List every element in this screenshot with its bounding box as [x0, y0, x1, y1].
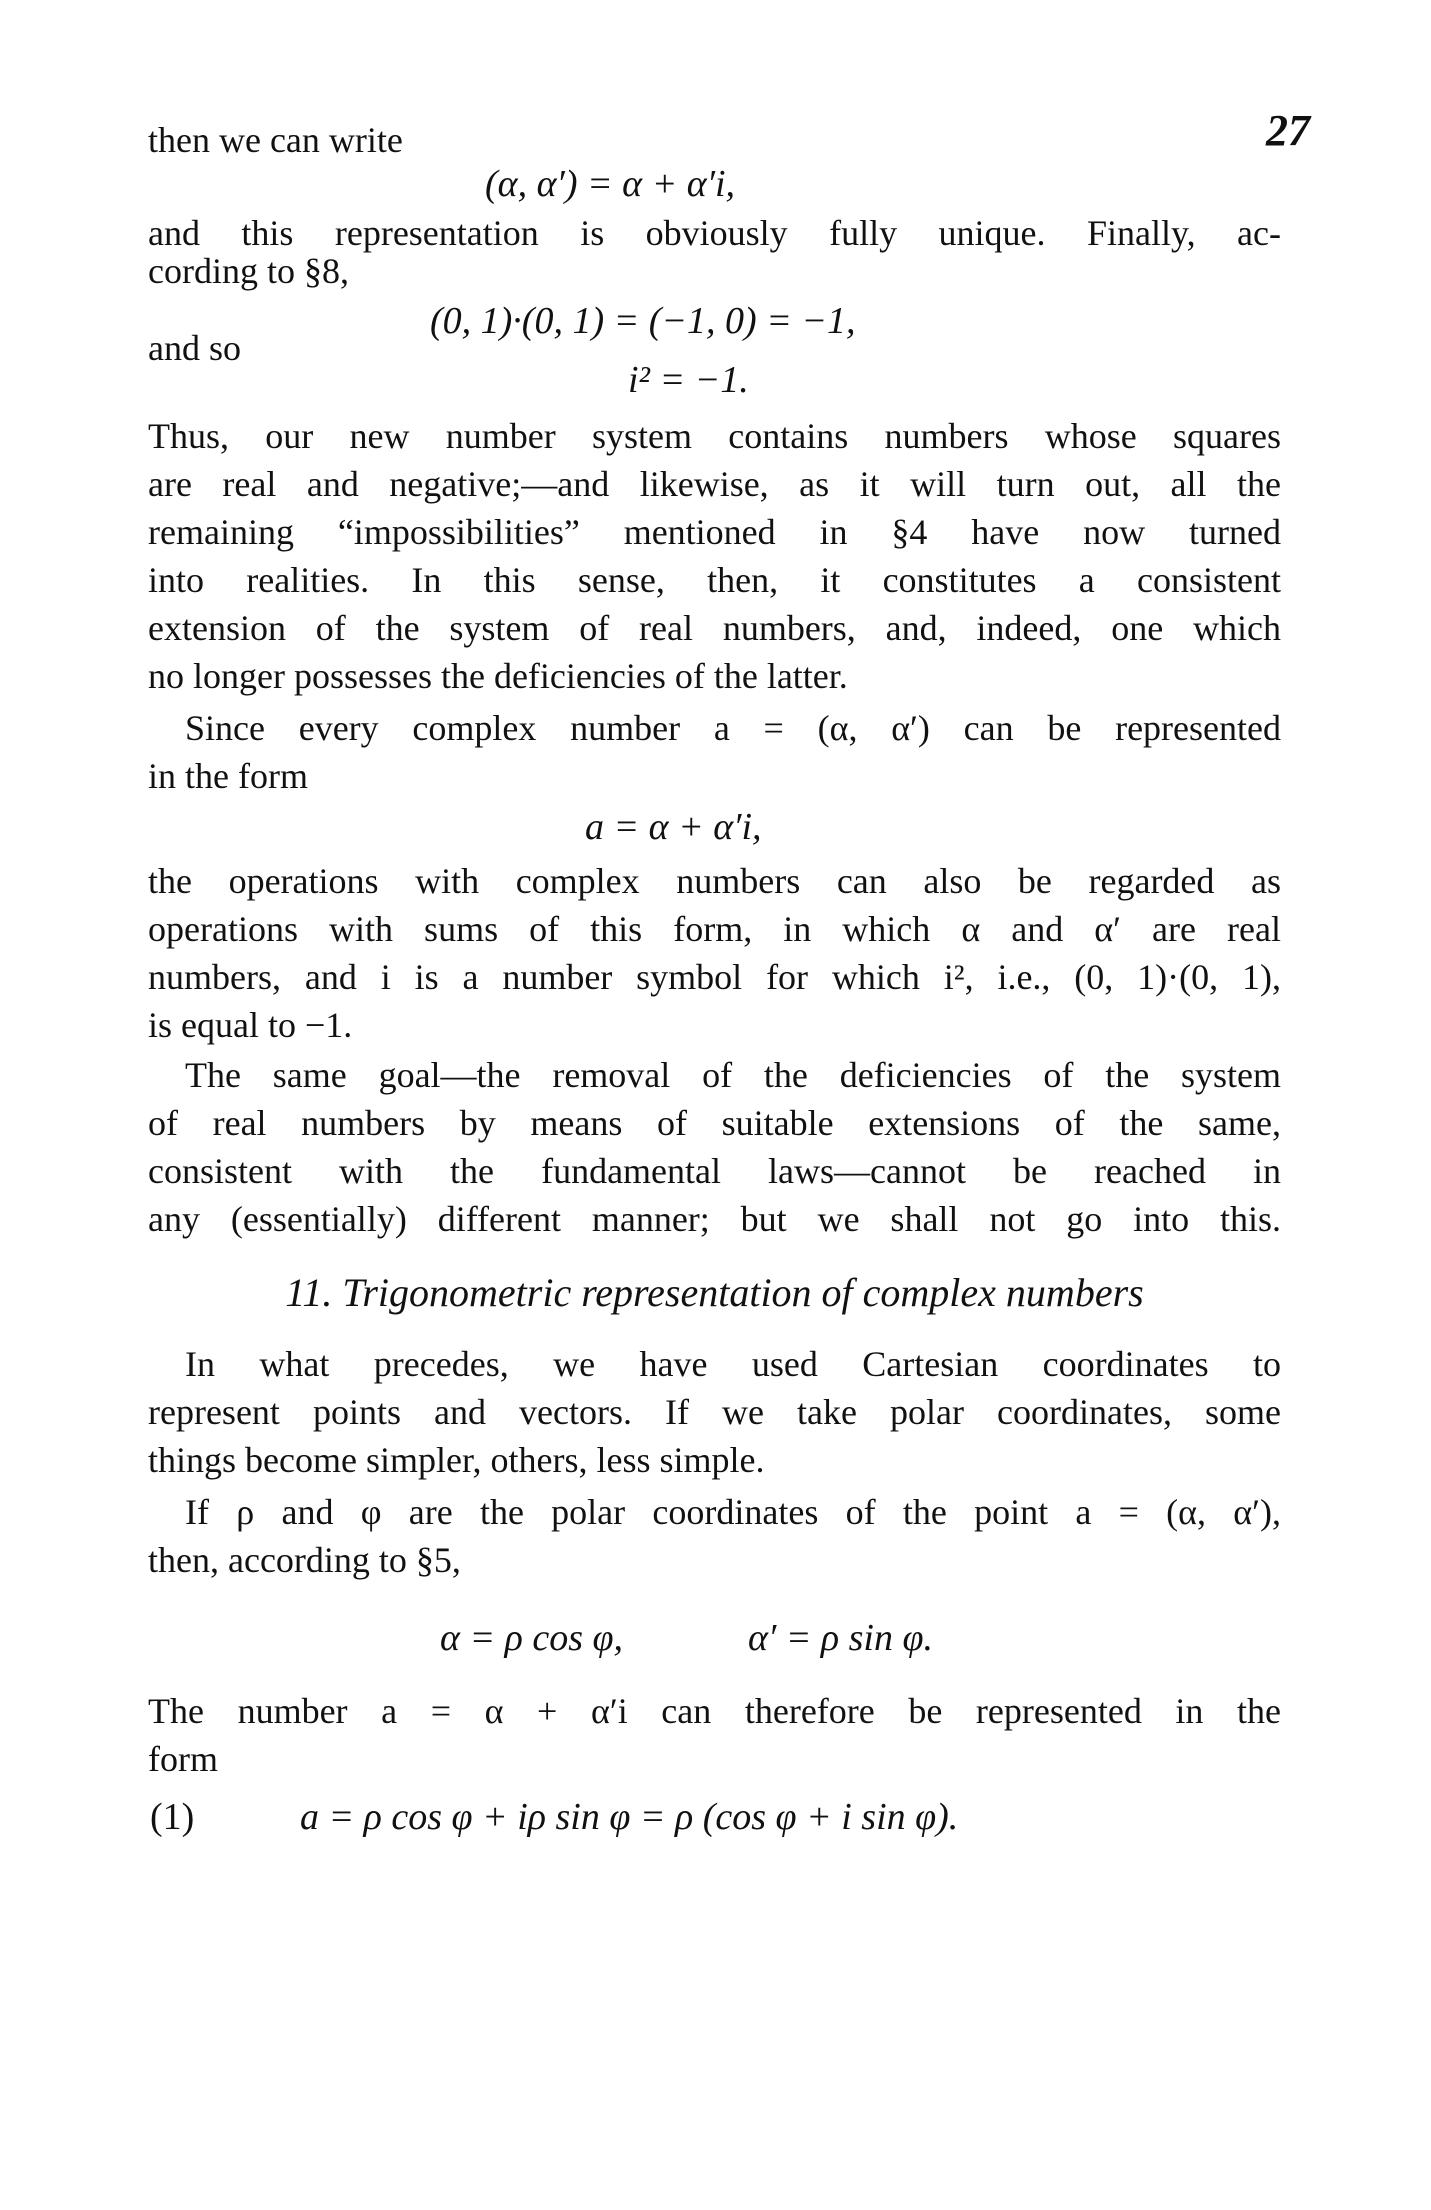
equation: (0, 1)·(0, 1) = (−1, 0) = −1, [430, 300, 856, 342]
text-line: extension of the system of real numbers, and, indeed, one which [148, 608, 1281, 648]
text-line: is equal to −1. [148, 1005, 353, 1045]
text-line: The same goal—the removal of the deficiencies of the system [185, 1055, 1281, 1095]
section-heading: 11. Trigonometric representation of complex numbers [285, 1270, 1144, 1315]
text-line: cording to §8, [148, 251, 349, 291]
text-line: any (essentially) different manner; but we shall not go into this. [148, 1199, 1281, 1239]
text-line: are real and negative;—and likewise, as it will turn out, all the [148, 464, 1281, 504]
text-line: In what precedes, we have used Cartesian coordinates to [185, 1344, 1281, 1384]
text-line: and this representation is obviously fully unique. Finally, ac- [148, 213, 1281, 253]
equation: (α, α′) = α + α′i, [485, 163, 736, 205]
equation-number: (1) [150, 1796, 195, 1838]
text-line: The number a = α + α′i can therefore be represented in the [148, 1691, 1281, 1731]
text-line: consistent with the fundamental laws—cannot be reached in [148, 1151, 1281, 1191]
text-line: numbers, and i is a number symbol for which i², i.e., (0, 1)·(0, 1), [148, 957, 1281, 997]
equation: a = α + α′i, [585, 806, 762, 848]
text-line: form [148, 1739, 218, 1779]
text-line: of real numbers by means of suitable extensions of the same, [148, 1103, 1281, 1143]
text-line: the operations with complex numbers can also be regarded as [148, 861, 1281, 901]
text-line: represent points and vectors. If we take polar coordinates, some [148, 1392, 1281, 1432]
text-line: If ρ and φ are the polar coordinates of the point a = (α, α′), [185, 1492, 1281, 1532]
equation: a = ρ cos φ + iρ sin φ = ρ (cos φ + i sin φ). [300, 1796, 959, 1838]
text-line: in the form [148, 756, 308, 796]
equation: α = ρ cos φ, [440, 1617, 624, 1659]
text-line: remaining “impossibilities” mentioned in §4 have now turned [148, 512, 1281, 552]
page-number: 27 [1266, 106, 1310, 155]
text-line: Since every complex number a = (α, α′) can be represented [185, 708, 1281, 748]
equation: α′ = ρ sin φ. [748, 1617, 934, 1659]
text-line: then we can write [148, 120, 403, 160]
text-line: and so [148, 328, 241, 368]
equation: i² = −1. [628, 359, 749, 401]
text-line: things become simpler, others, less simple. [148, 1440, 765, 1480]
text-line: operations with sums of this form, in which α and α′ are real [148, 909, 1281, 949]
text-line: no longer possesses the deficiencies of the latter. [148, 656, 848, 696]
text-line: Thus, our new number system contains numbers whose squares [148, 416, 1281, 456]
text-line: then, according to §5, [148, 1540, 461, 1580]
text-line: into realities. In this sense, then, it constitutes a consistent [148, 560, 1281, 600]
